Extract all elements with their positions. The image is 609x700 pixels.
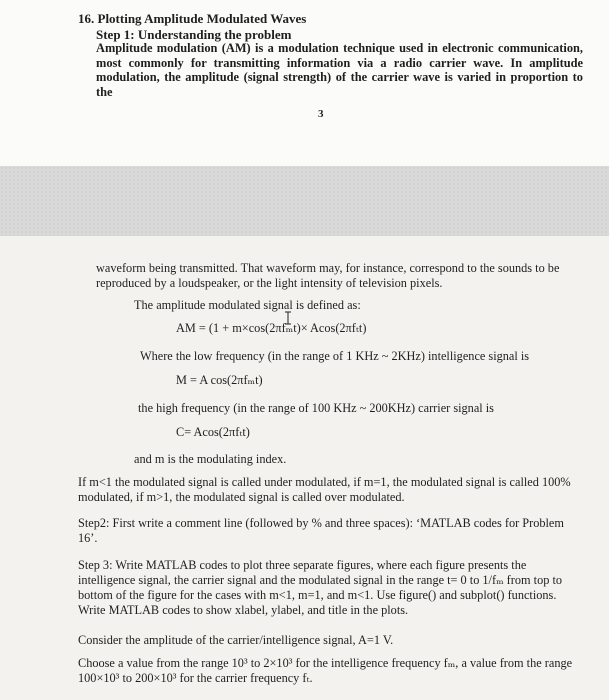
intro-paragraph: Amplitude modulation (AM) is a modulation technique used in electronic communication, most commonly for transmitting information via a radio carrier wave. In amplitude modulation, the amplitude (signal strength) of the carrier wave is varied in proportion to the <box>96 41 583 99</box>
am-definition: The amplitude modulated signal is defined as: <box>134 298 361 312</box>
step2-paragraph: Step2: First write a comment line (followed by % and three spaces): ‘MATLAB codes for Problem 16’. <box>78 516 564 545</box>
modulation-types-paragraph: If m<1 the modulated signal is called under modulated, if m=1, the modulated signal is called 100% modulated, if m>1, the modulated signal is called over modulated. <box>78 475 571 504</box>
high-frequency-text: the high frequency (in the range of 100 KHz ~ 200KHz) carrier signal is <box>138 401 494 415</box>
am-equation: AM = (1 + m×cos(2πfₘt)× Acos(2πfₜt) <box>176 321 367 335</box>
carrier-equation: C= Acos(2πfₜt) <box>176 425 250 439</box>
page-top <box>0 0 609 166</box>
text-line: waveform being transmitted. That waveform may, for instance, correspond to the sounds to be <box>96 261 560 275</box>
amplitude-note: Consider the amplitude of the carrier/intelligence signal, A=1 V. <box>78 633 394 647</box>
page-separator <box>0 166 609 236</box>
frequency-choice-paragraph: Choose a value from the range 10³ to 2×10³ for the intelligence frequency fₘ, a value from the range 100×10³ to 200×10³ for the carrier frequency fₜ. <box>78 656 573 685</box>
problem-title: 16. Plotting Amplitude Modulated Waves <box>78 11 307 26</box>
intelligence-equation: M = A cos(2πfₘt) <box>176 373 263 387</box>
page-number: 3 <box>318 108 324 120</box>
step1-heading: Step 1: Understanding the problem <box>96 27 292 42</box>
modulating-index-text: and m is the modulating index. <box>134 452 287 466</box>
text-line: reproduced by a loudspeaker, or the light intensity of television pixels. <box>96 276 443 290</box>
low-frequency-text: Where the low frequency (in the range of 1 KHz ~ 2KHz) intelligence signal is <box>140 349 530 363</box>
step3-paragraph: Step 3: Write MATLAB codes to plot three separate figures, where each figure presents the intelligence signal, the carrier signal and the modulated signal in the range t= 0 to 1/fₘ from top to bottom of the figure for the cases with m<1, m=1, and m<1. Use figure() and subplot() functions. Write MATLAB codes to show xlabel, ylabel, and title in the plots. <box>78 558 563 617</box>
